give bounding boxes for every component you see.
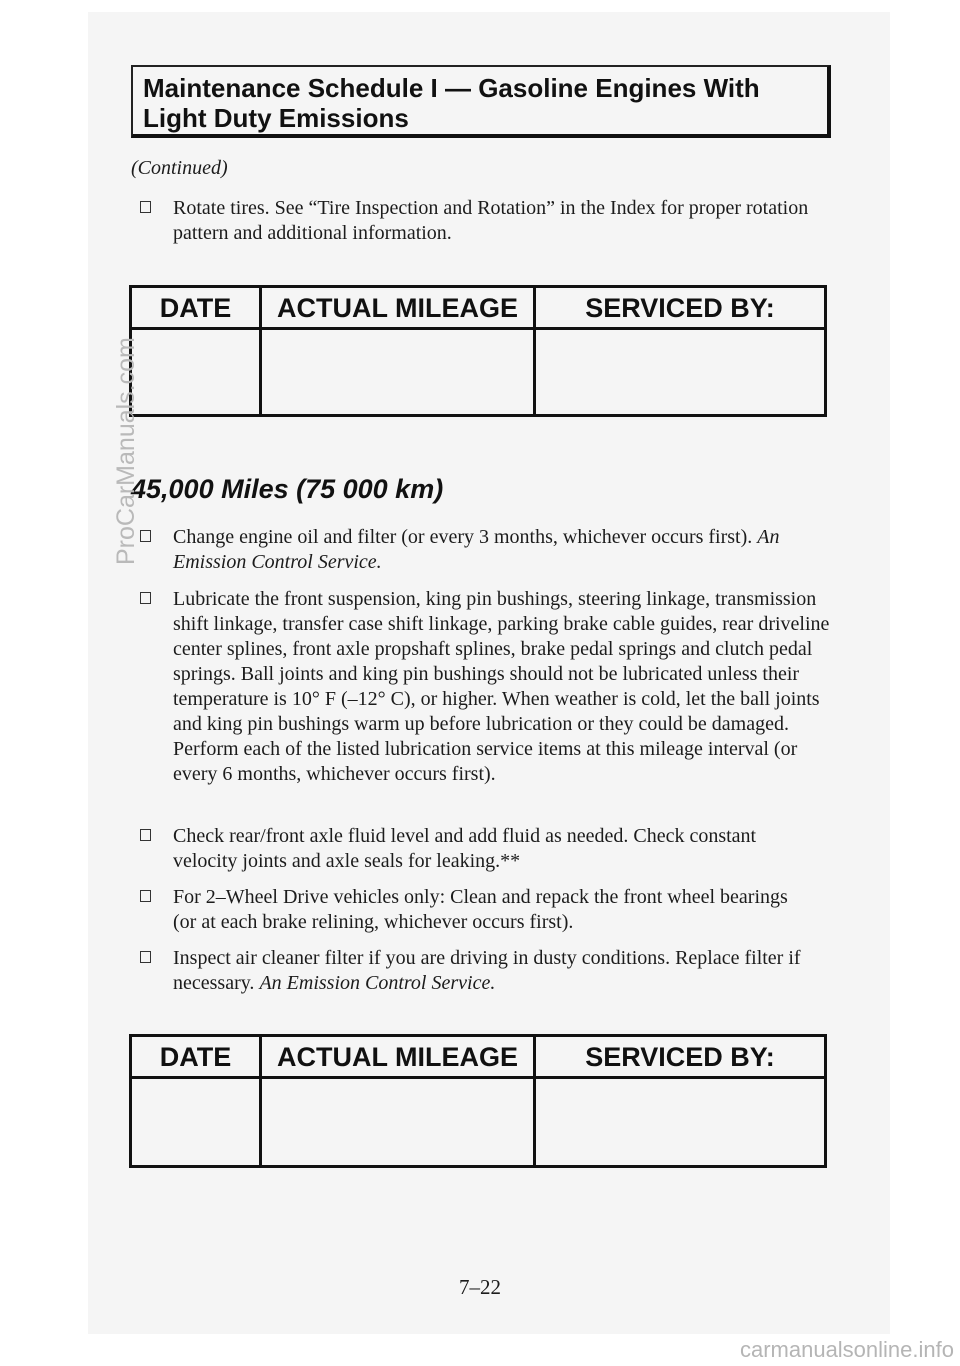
serviced-by-column-header: SERVICED BY: — [585, 293, 775, 323]
checklist-item-text: Lubricate the front suspension, king pin bushings, steering linkage, transmission shift linkage, transfer case shift linkage, parking brake cable guides, rear driveline center splines, front axle propshaft splines, brake pedal springs and clutch pedal springs. Ball joints and king pin bushings should not be lubricated unless their temperature is 10° F (–12° C), or higher. When weather is cold, let the ball joints and king pin bushings warm up before lubrication or they could be damaged. Perform each of the listed lubrication service items at this mileage interval (or every 6 months, whichever occurs first). — [173, 588, 830, 785]
checkbox-icon[interactable] — [140, 890, 151, 902]
actual-mileage-column-header: ACTUAL MILEAGE — [277, 1042, 518, 1072]
page-title — [131, 65, 831, 138]
date-column-header: DATE — [159, 1042, 232, 1072]
checklist-item-text: For 2–Wheel Drive vehicles only: Clean and repack the front wheel bearings (or at each brake relining, whichever occurs first). — [173, 886, 788, 933]
checklist-item-text: Check rear/front axle fluid level and add fluid as needed. Check constant velocity joints and axle seals for leaking.** — [173, 825, 757, 872]
checkbox-icon[interactable] — [140, 530, 151, 542]
emission-control-note: An Emission Control Service. — [259, 972, 496, 994]
page-title-line2: Light Duty Emissions — [143, 103, 409, 133]
section-heading-45000-miles: 45,000 Miles (75 000 km) — [131, 474, 444, 504]
checkbox-icon[interactable] — [140, 592, 151, 604]
checkbox-icon[interactable] — [140, 829, 151, 841]
date-column-header: DATE — [159, 293, 232, 323]
service-record-table — [129, 1034, 827, 1168]
actual-mileage-column-header: ACTUAL MILEAGE — [277, 293, 518, 323]
checklist-item — [173, 587, 833, 787]
checkbox-icon[interactable] — [140, 951, 151, 963]
checklist-item-text: Rotate tires. See “Tire Inspection and Rotation” in the Index for proper rotation pattern and additional information. — [173, 197, 809, 244]
checklist-item — [173, 525, 803, 575]
checkbox-icon[interactable] — [140, 201, 151, 213]
checklist-item — [173, 824, 803, 874]
checklist-item — [173, 196, 838, 246]
checklist-item — [173, 946, 838, 996]
continued-label: (Continued) — [131, 157, 228, 179]
side-watermark: ProCarManuals.com — [112, 337, 140, 565]
emission-control-note: An Emission Control Service. — [173, 526, 780, 573]
bottom-watermark: carmanualsonline.info — [739, 1337, 954, 1362]
page-number: 7–22 — [459, 1275, 501, 1299]
checklist-item-text: Change engine oil and filter (or every 3 months, whichever occurs first). — [173, 526, 753, 548]
checklist-item — [173, 885, 813, 935]
page-title-line1: Maintenance Schedule I — Gasoline Engines With — [143, 73, 760, 103]
service-record-table — [129, 285, 827, 417]
serviced-by-column-header: SERVICED BY: — [585, 1042, 775, 1072]
checklist-item-text: Inspect air cleaner filter if you are driving in dusty conditions. Replace filter if necessary. — [173, 947, 801, 994]
